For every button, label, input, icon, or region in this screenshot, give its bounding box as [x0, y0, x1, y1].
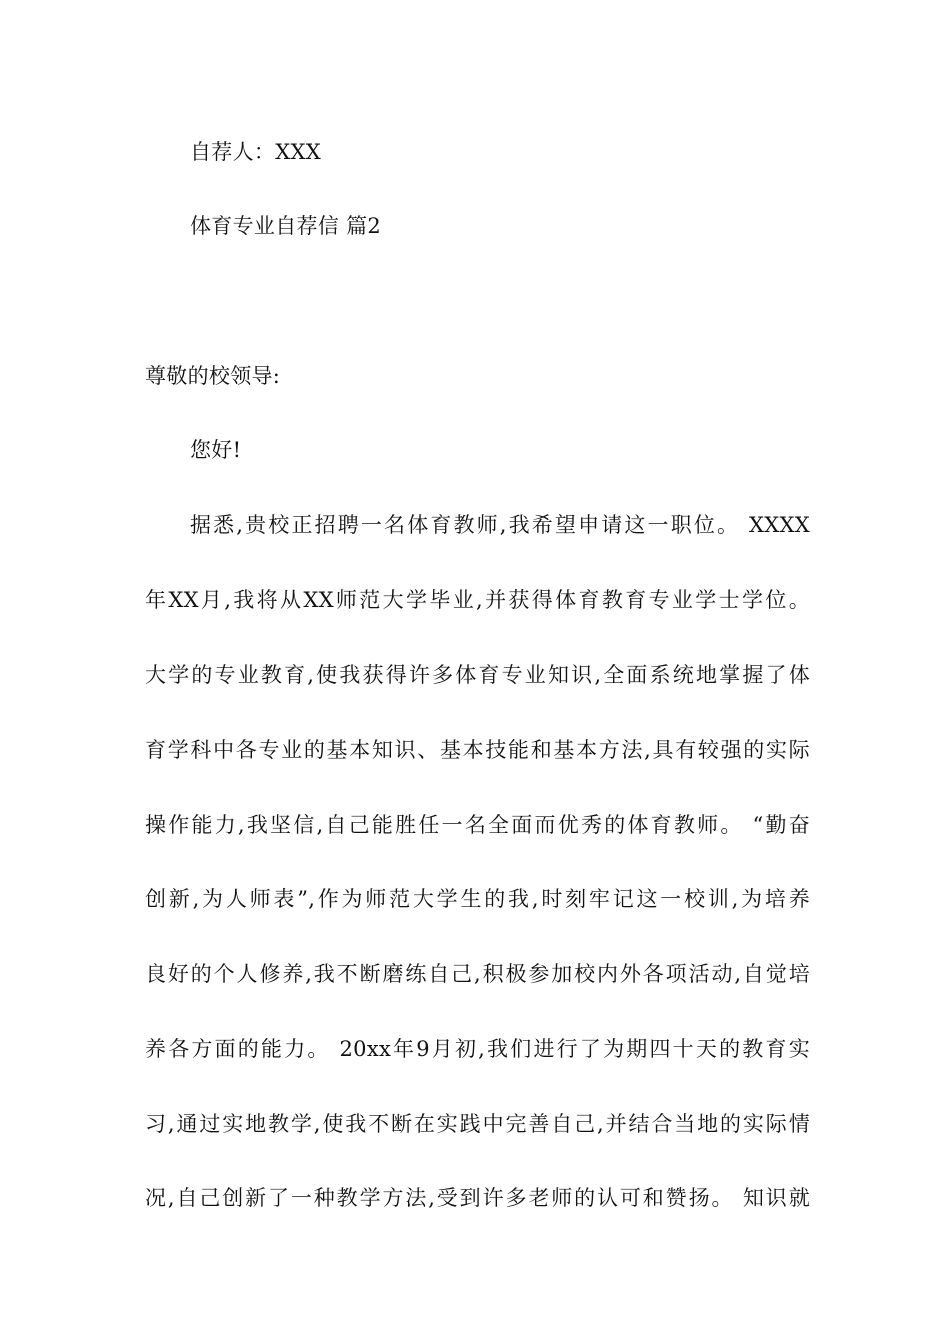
body-line: 创新,为人师表”,作为师范大学生的我,时刻牢记这一校训,为培养	[145, 887, 810, 911]
signature-line: 自荐人：XXX	[190, 140, 321, 164]
body-line: 大学的专业教育,使我获得许多体育专业知识,全面系统地掌握了体	[145, 663, 810, 687]
salutation: 尊敬的校领导:	[145, 364, 281, 388]
body-line: 据悉,贵校正招聘一名体育教师,我希望申请这一职位。 XXXX	[190, 513, 810, 537]
body-line: 习,通过实地教学,使我不断在实践中完善自己,并结合当地的实际情	[145, 1112, 810, 1136]
body-line: 操作能力,我坚信,自己能胜任一名全面而优秀的体育教师。 “勤奋	[145, 813, 810, 837]
body-line: 年XX月,我将从XX师范大学毕业,并获得体育教育专业学士学位。	[145, 588, 810, 612]
section-title: 体育专业自荐信 篇2	[190, 214, 382, 238]
body-line: 良好的个人修养,我不断磨练自己,积极参加校内外各项活动,自觉培	[145, 962, 810, 986]
body-line: 育学科中各专业的基本知识、基本技能和基本方法,具有较强的实际	[145, 738, 810, 762]
body-line: 况,自己创新了一种教学方法,受到许多老师的认可和赞扬。 知识就	[145, 1186, 810, 1210]
body-line: 养各方面的能力。 20xx年9月初,我们进行了为期四十天的教育实	[145, 1037, 810, 1061]
greeting: 您好!	[190, 438, 242, 462]
